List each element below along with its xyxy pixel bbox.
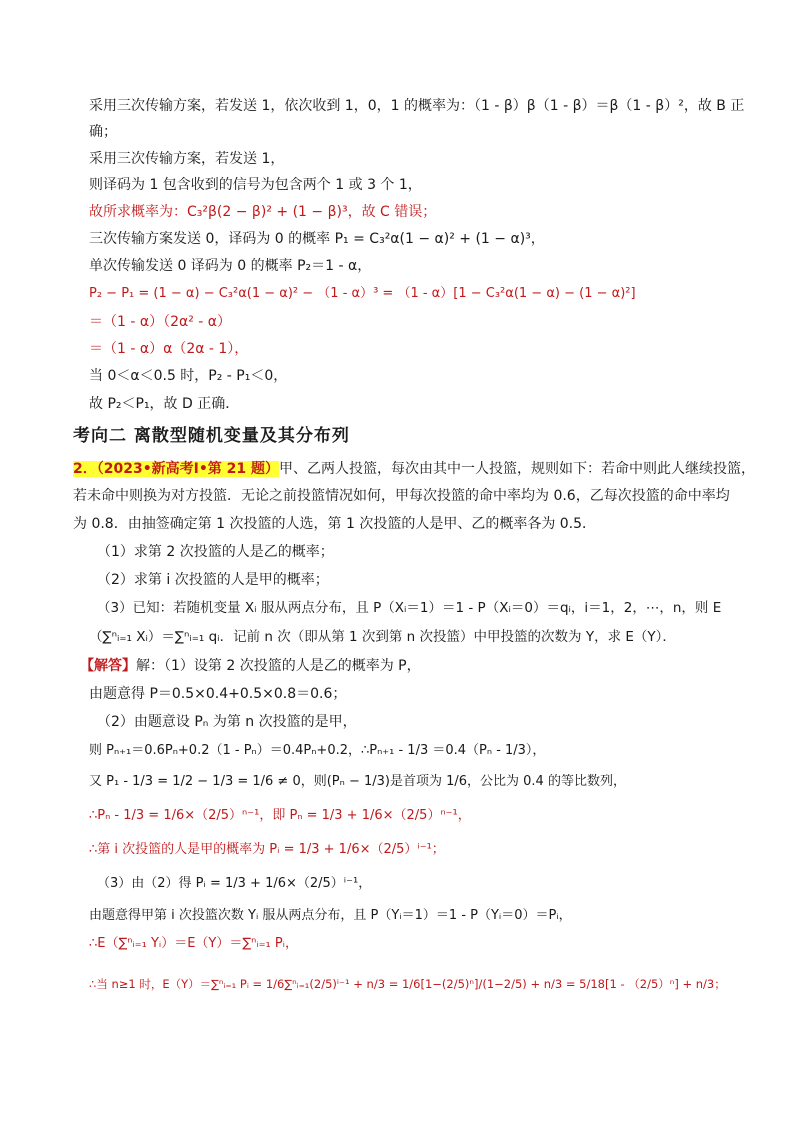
text-line: 故 P₂＜P₁，故 D 正确． — [89, 396, 240, 412]
solution-step: 则 Pₙ₊₁＝0.6Pₙ+0.2（1 - Pₙ）＝0.4Pₙ+0.2，∴Pₙ₊₁ - 1/3 ＝0.4（Pₙ - 1/3）， — [89, 743, 546, 758]
problem-intro: 甲、乙两人投篮，每次由其中一人投篮，规则如下：若命中则此人继续投篮， — [279, 461, 756, 477]
section-title: 考向二 离散型随机变量及其分布列 — [73, 426, 350, 446]
solution-step: 由题意得 P＝0.5×0.4+0.5×0.8＝0.6； — [89, 686, 347, 702]
solution-step: ∴当 n≥1 时，E（Y）＝∑ⁿᵢ₌₁ Pᵢ = 1/6∑ⁿᵢ₌₁(2/5)ⁱ⁻¹ + n/3 = 1/6[1−(2/5)ⁿ]/(1−2/5) + n/3 = 5/18[1 - （2/5）ⁿ] + n/3； — [89, 977, 726, 991]
solution-step: ∴第 i 次投篮的人是甲的概率为 Pᵢ = 1/3 + 1/6×（2/5）ⁱ⁻¹； — [89, 842, 445, 857]
question-2: （2）求第 i 次投篮的人是甲的概率； — [97, 572, 329, 588]
solution-step: （2）由题意设 Pₙ 为第 n 次投篮的是甲， — [97, 714, 357, 730]
solution-step: 由题意得甲第 i 次投篮次数 Yᵢ 服从两点分布，且 P（Yᵢ＝1）＝1 - P（Yᵢ＝0）＝Pᵢ， — [89, 908, 572, 923]
solution-label: 【解答】 — [80, 658, 136, 674]
text-line: 采用三次传输方案，若发送 1， — [89, 151, 285, 167]
solution-step: 解：（1）设第 2 次投篮的人是乙的概率为 P， — [136, 658, 421, 674]
formula-line: 故所求概率为：C₃²β(2 − β)² + (1 − β)³，故 C 错误； — [89, 204, 437, 220]
formula-line: ＝（1 - α）（2α² - α） — [89, 314, 232, 330]
solution-first-line — [80, 656, 421, 676]
text-line: 为 0.8．由抽签确定第 1 次投篮的人选，第 1 次投篮的人是甲、乙的概率各为 0.5． — [73, 516, 597, 532]
solution-step: （3）由（2）得 Pᵢ = 1/3 + 1/6×（2/5）ⁱ⁻¹， — [97, 876, 372, 891]
problem-first-line — [73, 459, 755, 479]
text-line: 则译码为 1 包含收到的信号为包含两个 1 或 3 个 1， — [89, 177, 422, 193]
formula-line: 三次传输方案发送 0，译码为 0 的概率 P₁ = C₃²α(1 − α)² + (1 − α)³， — [89, 231, 545, 247]
text-line: 确； — [89, 124, 117, 140]
text-line: 单次传输发送 0 译码为 0 的概率 P₂＝1 - α， — [89, 258, 372, 274]
text-line: 当 0＜α＜0.5 时，P₂ - P₁＜0， — [89, 368, 288, 384]
text-line: 若未命中则换为对方投篮．无论之前投篮情况如何，甲每次投篮的命中率均为 0.6，乙每次投篮的命中率均 — [73, 488, 730, 504]
question-1: （1）求第 2 次投篮的人是乙的概率； — [97, 544, 334, 560]
solution-step: ∴Pₙ - 1/3 = 1/6×（2/5）ⁿ⁻¹，即 Pₙ = 1/3 + 1/6×（2/5）ⁿ⁻¹， — [89, 808, 471, 823]
formula-line: P₂ − P₁ = (1 − α) − C₃²α(1 − α)² − （1 - α）³ = （1 - α）[1 − C₃²α(1 − α) − (1 − α)²] — [89, 286, 636, 301]
formula-line: ＝（1 - α）α（2α - 1）， — [89, 341, 249, 357]
solution-step: ∴E（∑ⁿᵢ₌₁ Yᵢ）＝E（Y）＝∑ⁿᵢ₌₁ Pᵢ， — [89, 936, 299, 951]
question-3: （3）已知：若随机变量 Xᵢ 服从两点分布，且 P（Xᵢ＝1）＝1 - P（Xᵢ＝0）＝qᵢ，i＝1，2，⋯，n，则 E — [97, 600, 722, 616]
solution-step: 又 P₁ - 1/3 = 1/2 − 1/3 = 1/6 ≠ 0，则(Pₙ − 1/3)是首项为 1/6，公比为 0.4 的等比数列， — [89, 774, 626, 789]
text-line: 采用三次传输方案，若发送 1，依次收到 1，0，1 的概率为：（1 - β）β（1 - β）＝β（1 - β）²，故 B 正 — [89, 98, 745, 114]
question-3-cont: （∑ⁿᵢ₌₁ Xᵢ）＝∑ⁿᵢ₌₁ qᵢ．记前 n 次（即从第 1 次到第 n 次投篮）中甲投篮的次数为 Y，求 E（Y）． — [89, 629, 676, 645]
problem-source-tag: 2．（2023•新高考Ⅰ•第 21 题） — [73, 461, 280, 477]
